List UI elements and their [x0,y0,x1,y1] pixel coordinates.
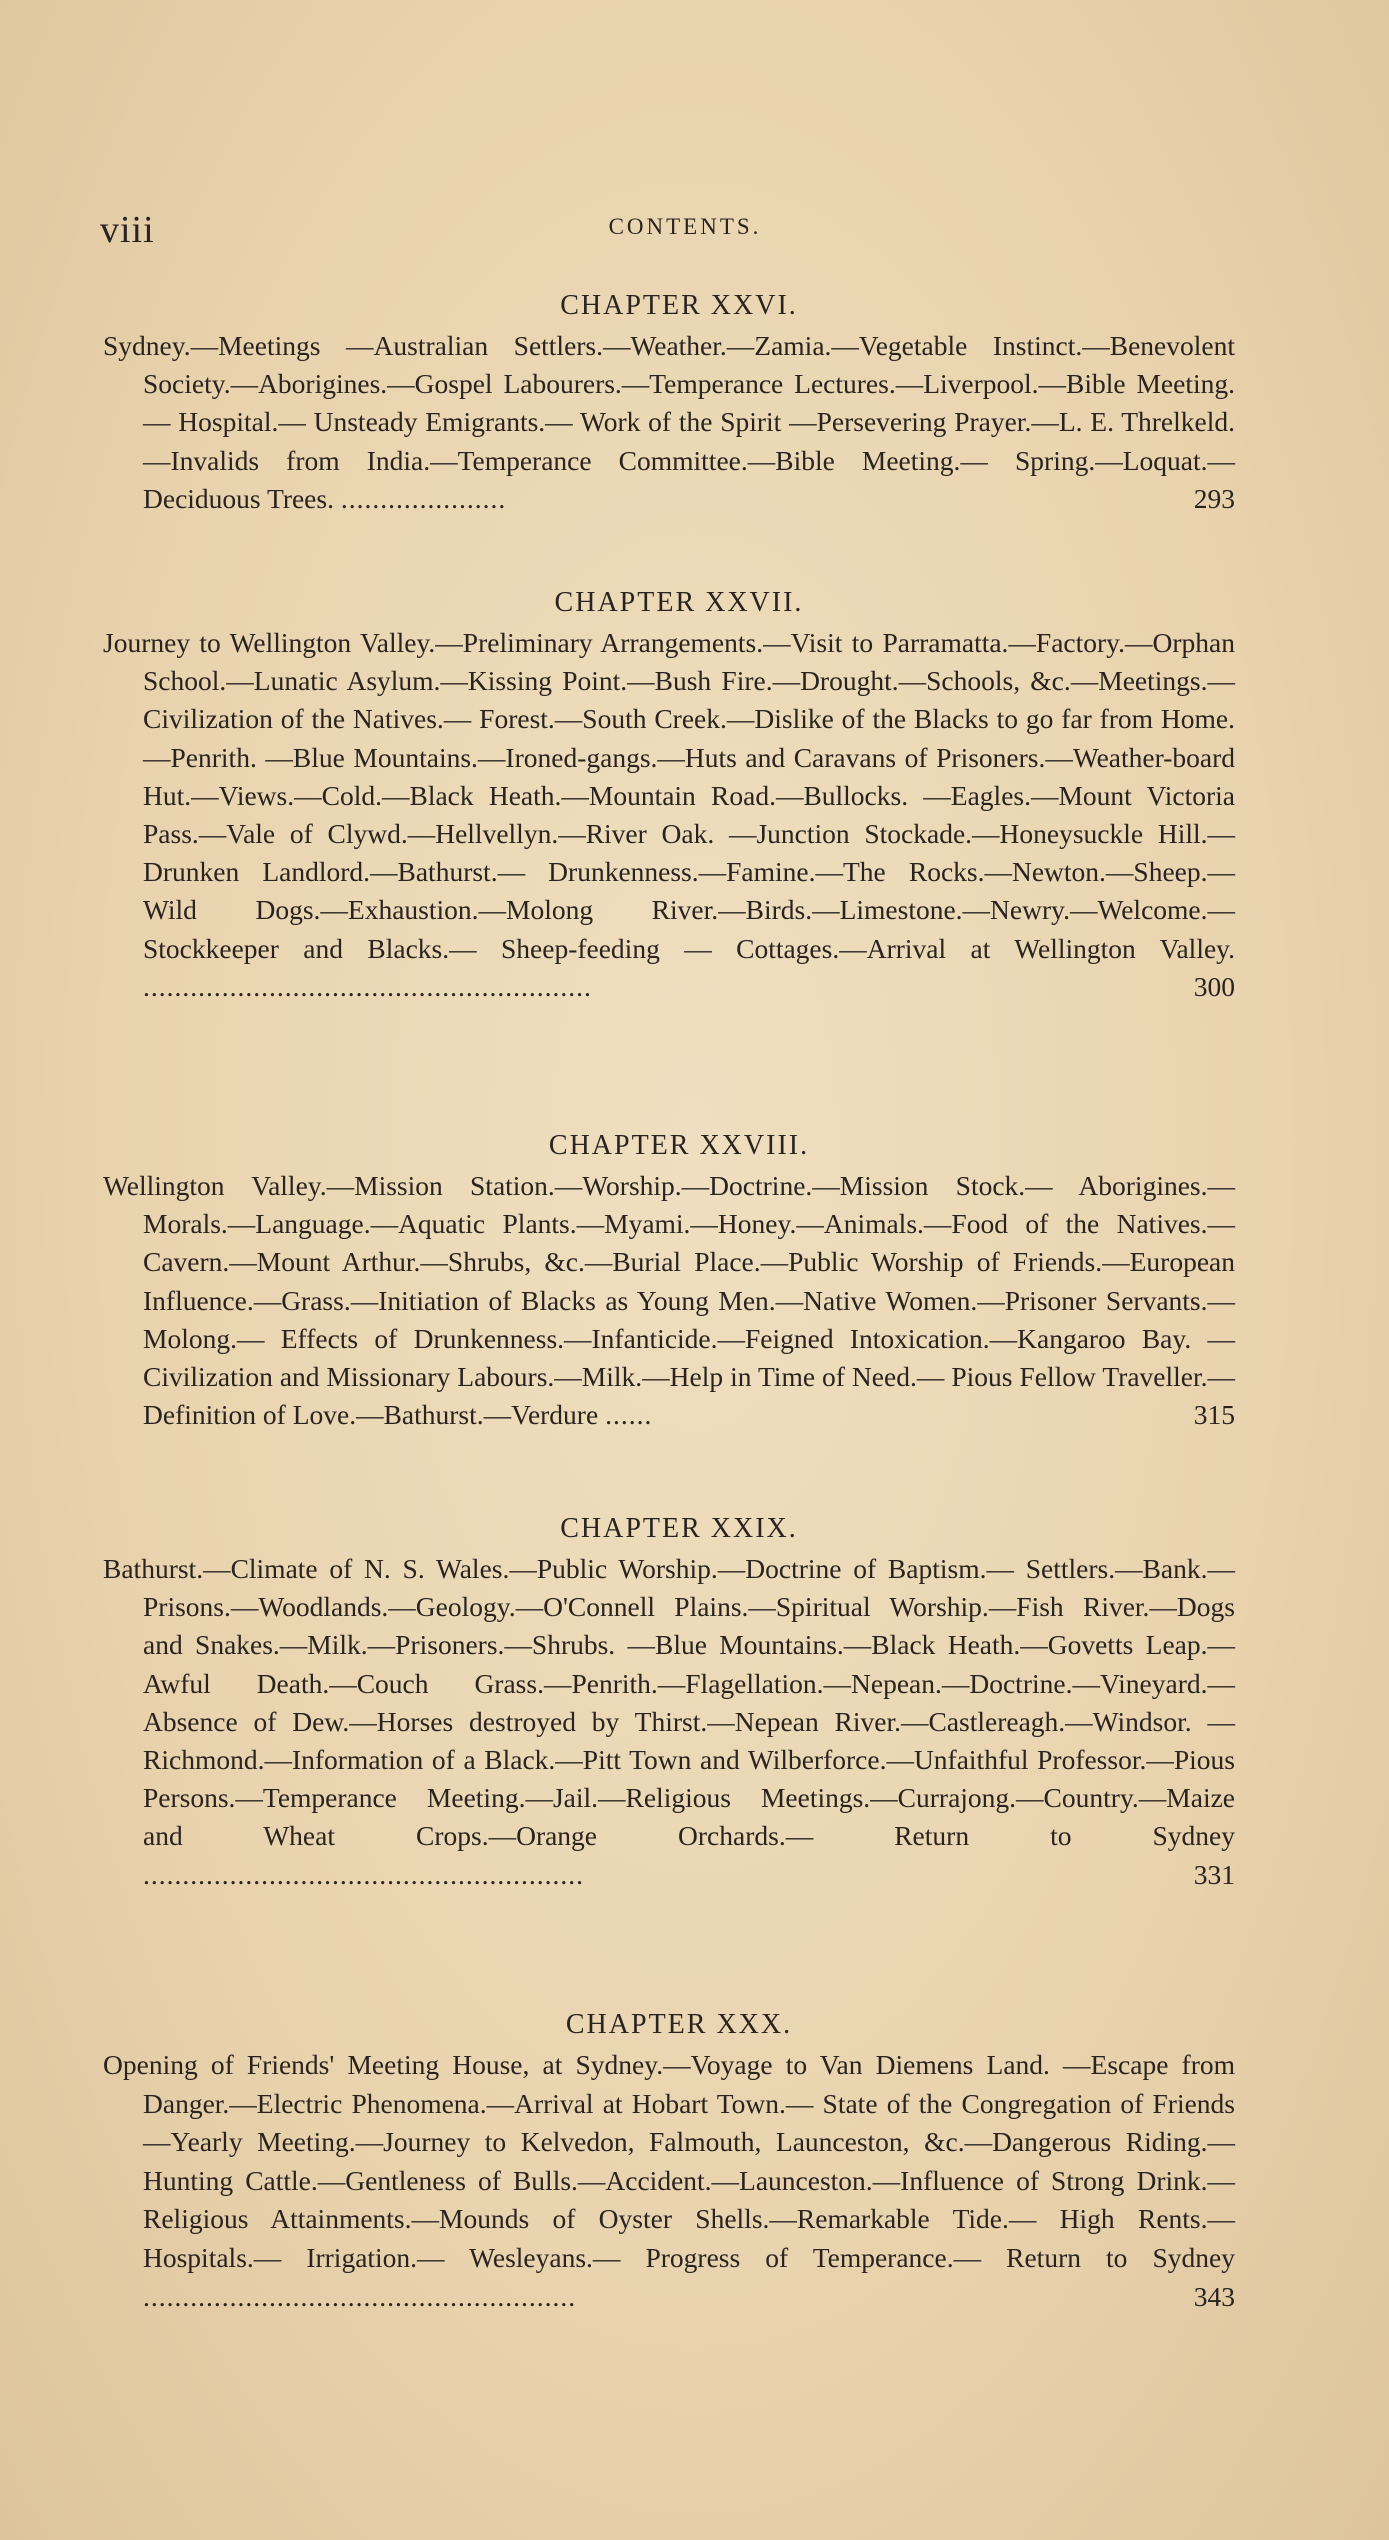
chapter-summary [103,624,1235,1006]
chapter-entry [103,2004,1235,2316]
chapter-entry [103,1125,1235,1434]
page-header [100,208,1270,258]
chapter-page-number: 343 [1193,2280,1235,2312]
chapter-summary [103,2046,1235,2316]
chapter-title: CHAPTER XXVIII. [548,1130,810,1161]
chapter-page-number: 293 [1193,482,1235,514]
chapter-summary [103,1167,1235,1434]
chapter-entry [103,285,1235,518]
chapter-summary [103,327,1235,518]
chapter-summary [103,1550,1235,1894]
running-head: CONTENTS. [608,214,762,239]
chapter-summary-text: Wellington Valley.—Mission Station.—Worship.—Doctrine.—Mission Stock.— Aborigines.—Morals.—Language.—Aquatic Plants.—Myami.—Honey.—Animals.—Food of the Natives.—Cavern.—Mount Arthur.—Shrubs, &c.—Burial Place.—Public Worship of Friends.—European Influence.—Grass.—Initiation of Blacks as Young Men.—Native Women.—Prisoner Servants.—Molong.— Effects of Drunkenness.—Infanticide.—Feigned Intoxication.—Kangaroo Bay. —Civilization and Missionary Labours.—Milk.—Help in Time of Need.— Pious Fellow Traveller.—Definition of Love.—Bathurst.—Verdure [103,1170,1235,1431]
page-number: viii [100,209,155,251]
chapter-title: CHAPTER XXIX. [560,1513,798,1544]
chapter-page-number: 300 [1193,970,1235,1002]
chapter-title: CHAPTER XXVII. [554,587,804,618]
chapter-entry [103,1508,1235,1894]
chapter-title: CHAPTER XXVI. [560,290,798,321]
dot-leaders: ........................................................ [143,1858,584,1890]
chapter-summary-text: Sydney.—Meetings —Australian Settlers.—Weather.—Zamia.—Vegetable Instinct.—Benevolent Society.—Aborigines.—Gospel Labourers.—Temperance Lectures.—Liverpool.—Bible Meeting.— Hospital.— Unsteady Emigrants.— Work of the Spirit —Persevering Prayer.—L. E. Threlkeld.—Invalids from India.—Temperance Committee.—Bible Meeting.— Spring.—Loquat.—Deciduous Trees. [103,330,1235,514]
chapter-page-number: 331 [1193,1858,1235,1890]
chapter-title: CHAPTER XXX. [565,2009,793,2040]
dot-leaders: ...... [605,1399,653,1431]
chapter-summary-text: Journey to Wellington Valley.—Preliminary Arrangements.—Visit to Parramatta.—Factory.—Orphan School.—Lunatic Asylum.—Kissing Point.—Bush Fire.—Drought.—Schools, &c.—Meetings.—Civilization of the Natives.— Forest.—South Creek.—Dislike of the Blacks to go far from Home.—Penrith. —Blue Mountains.—Ironed-gangs.—Huts and Caravans of Prisoners.—Weather-board Hut.—Views.—Cold.—Black Heath.—Mountain Road.—Bullocks. —Eagles.—Mount Victoria Pass.—Vale of Clywd.—Hellvellyn.—River Oak. —Junction Stockade.—Honeysuckle Hill.—Drunken Landlord.—Bathurst.— Drunkenness.—Famine.—The Rocks.—Newton.—Sheep.—Wild Dogs.—Exhaustion.—Molong River.—Birds.—Limestone.—Newry.—Welcome.—Stockkeeper and Blacks.— Sheep-feeding — Cottages.—Arrival at Wellington Valley. [103,627,1235,964]
dot-leaders: ....................................................... [143,2280,577,2312]
dot-leaders: ..................... [340,482,507,514]
chapter-entry [103,582,1235,1006]
dot-leaders: ......................................................... [143,970,592,1002]
chapter-page-number: 315 [1193,1399,1235,1431]
chapter-summary-text: Opening of Friends' Meeting House, at Sydney.—Voyage to Van Diemens Land. —Escape from Danger.—Electric Phenomena.—Arrival at Hobart Town.— State of the Congregation of Friends —Yearly Meeting.—Journey to Kelvedon, Falmouth, Launceston, &c.—Dangerous Riding.—Hunting Cattle.—Gentleness of Bulls.—Accident.—Launceston.—Influence of Strong Drink.—Religious Attainments.—Mounds of Oyster Shells.—Remarkable Tide.— High Rents.— Hospitals.— Irrigation.— Wesleyans.— Progress of Temperance.— Return to Sydney [103,2049,1235,2273]
chapter-summary-text: Bathurst.—Climate of N. S. Wales.—Public Worship.—Doctrine of Baptism.— Settlers.—Bank.—Prisons.—Woodlands.—Geology.—O'Connell Plains.—Spiritual Worship.—Fish River.—Dogs and Snakes.—Milk.—Prisoners.—Shrubs. —Blue Mountains.—Black Heath.—Govetts Leap.—Awful Death.—Couch Grass.—Penrith.—Flagellation.—Nepean.—Doctrine.—Vineyard.—Absence of Dew.—Horses destroyed by Thirst.—Nepean River.—Castlereagh.—Windsor. —Richmond.—Information of a Black.—Pitt Town and Wilberforce.—Unfaithful Professor.—Pious Persons.—Temperance Meeting.—Jail.—Religious Meetings.—Currajong.—Country.—Maize and Wheat Crops.—Orange Orchards.— Return to Sydney [103,1553,1235,1852]
